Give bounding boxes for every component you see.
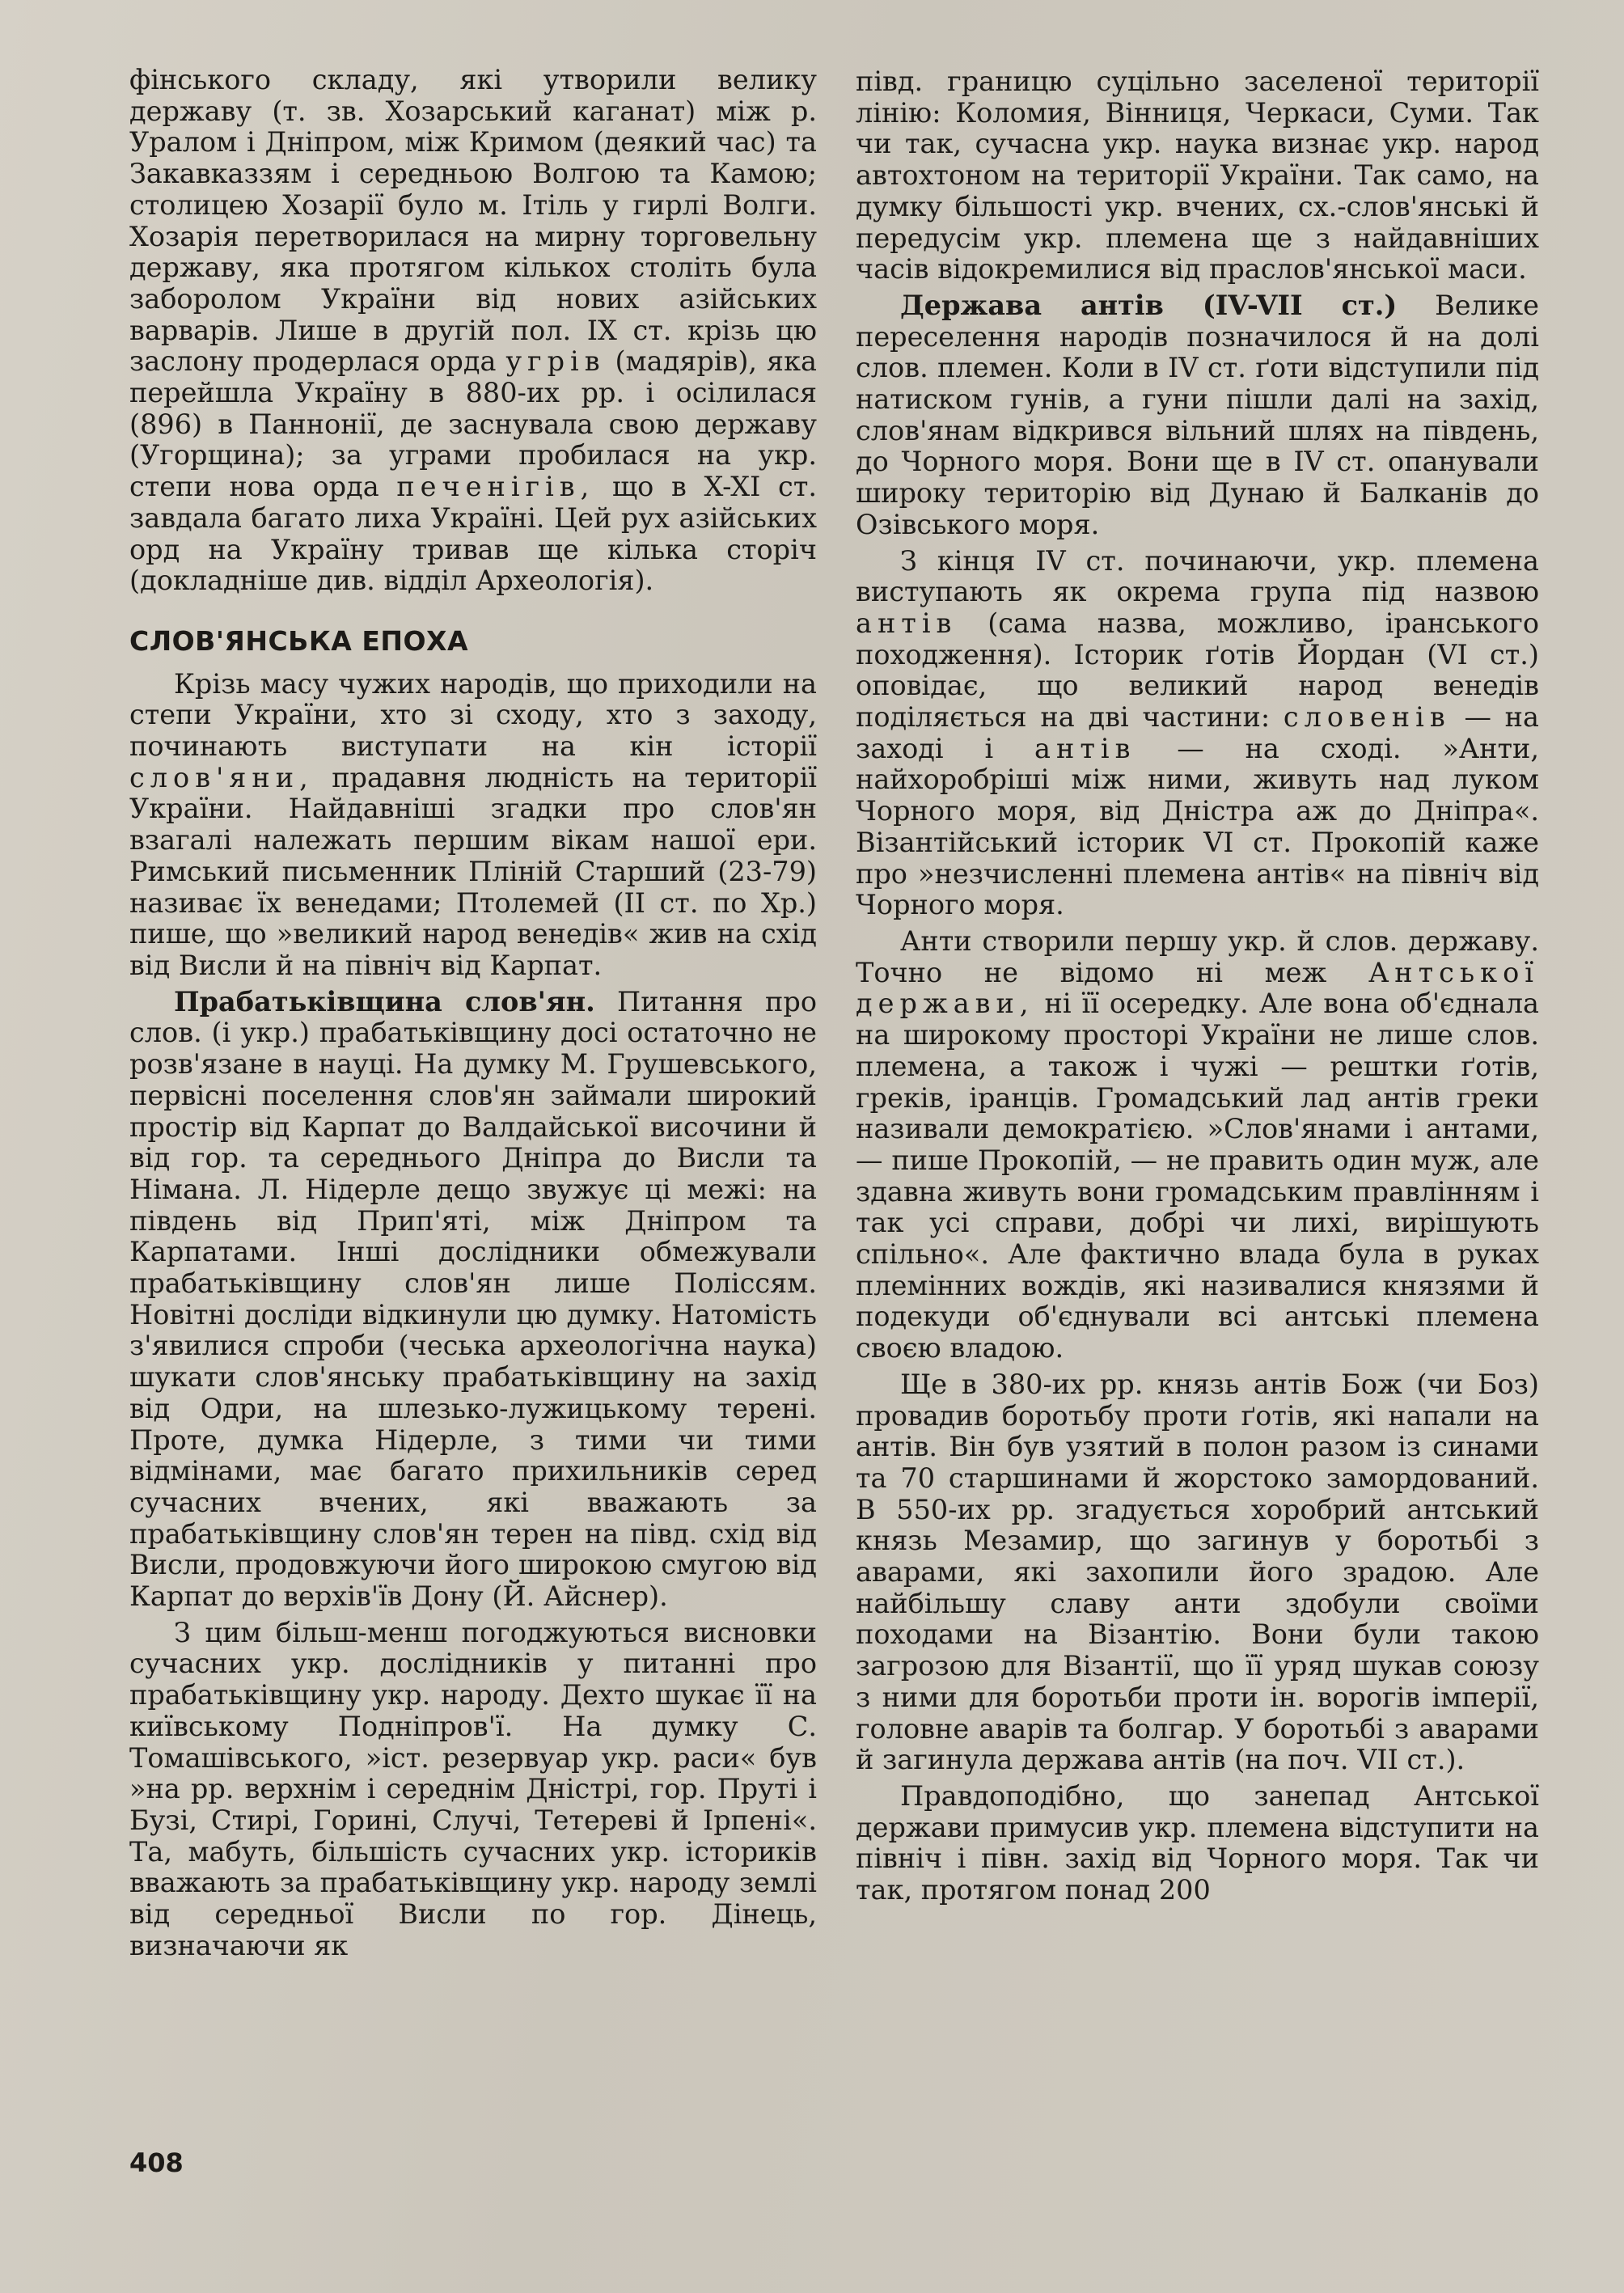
term-antiv: антів <box>856 607 958 639</box>
paragraph-border-line: півд. границю суцільно заселеної території лінію: Коломия, Вінниця, Черкаси, Суми. Так чи так, сучасна укр. наука визнає укр. народ автохтоном на території України. Так само, на думку більшості укр. вчених, сх.-слов'янські й передусім укр. племена ще з найдавніших часів відокремилися від праслов'янської маси. <box>856 66 1539 286</box>
paragraph-antes-name: З кінця IV ст. починаючи, укр. племена виступають як окрема група під назвою антів (сама назва, можливо, іранського походження). Історик ґотів Йордан (VI ст.) оповідає, що великий народ венедів поділяється на дві частини: словенів — на заході і антів — на сході. »Анти, найхоробріші між ними, живуть над луком Чорного моря, від Дністра аж до Дніпра«. Візантійський історик VI ст. Прокопій каже про »незчисленні племена антів« на північ від Чорного моря. <box>856 544 1540 921</box>
term-antiv-2: антів <box>1034 732 1136 764</box>
paragraph-antes-state: Держава антів (IV-VII ст.) Велике переселення народів позначилося й на долі слов. племен. Коли в IV ст. ґоти відступили під натиском гунів, а гуни пішли далі на захід, слов'янам відкрився вільний шлях на південь, до Чорного моря. Вони ще в IV ст. опанували широку територію від Дунаю й Балканів до Озівського моря. <box>856 289 1539 540</box>
paragraph-slavs-intro: Крізь масу чужих народів, що приходили на степи України, хто зі сходу, хто з заходу, починають виступати на кін історії слов'яни, прадавня людність на території України. Найдавніші згадки про слов'ян взагалі належать першим вікам нашої ери. Римський письменник Пліній Старший (23-79) називає їх венедами; Птолемей (II ст. по Хр.) пише, що »великий народ венедів« жив на схід від Висли й на північ від Карпат. <box>129 667 818 981</box>
section-title: СЛОВ'ЯНСЬКА ЕПОХА <box>129 624 469 657</box>
run-in-heading-antes: Держава антів (IV-VII ст.) <box>900 289 1398 321</box>
run-in-heading-homeland: Прабатьківщина слов'ян. <box>174 985 595 1017</box>
paragraph-decline: Правдоподібно, що занепад Антської держави примусив укр. племена відступити на північ і півн. захід від Чорного моря. Так чи так, протягом понад 200 <box>856 1779 1539 1906</box>
term-pechenigiv: печенігів, <box>396 471 595 503</box>
paragraph-ukr-researchers: З цим більш-менш погоджуються висновки сучасних укр. дослідників у питанні про прабатьківщину укр. народу. Дехто шукає її на київському Подніпров'ї. На думку С. Томашівського, »іст. резервуар укр. раси« був »на рр. верхнім і середнім Дністрі, гор. Пруті і Бузі, Стирі, Горині, Случі, Тетереві й Ірпені«. Та, мабуть, більшість сучасних укр. істориків вважають за прабатьківщину укр. народу землі від середньої Висли по гор. Дінець, визначаючи як <box>129 1616 817 1961</box>
paragraph-homeland: Прабатьківщина слов'ян. Питання про слов. (і укр.) прабатьківщину досі остаточно не розв'язане в науці. На думку М. Грушевського, первісні поселення слов'ян займали широкий простір від Карпат до Валдайської височини й від гор. та середнього Дніпра до Висли та Німана. Л. Нідерле дещо звужує ці межі: на південь від Прип'яті, між Дніпром та Карпатами. Інші дослідники обмежували прабатьківщину слов'ян лише Поліссям. Новітні досліди відкинули цю думку. Натомість з'явилися спроби (чеська археологічна наука) шукати слов'янську прабатьківщину на захід від Одри, на шлезько-лужицькому терені. Проте, думка Нідерле, з тими чи тими відмінами, має багато прихильників серед сучасних вчених, які вважають за прабатьківщину слов'ян терен на півд. схід від Висли, продовжуючи його широкою смугою від Карпат до верхів'їв Дону (Й. Айснер). <box>129 985 817 1613</box>
term-ugriv: угрів <box>505 345 606 378</box>
term-slovyany: слов'яни, <box>129 761 314 793</box>
paragraph-prince-bozh: Ще в 380-их рр. князь антів Бож (чи Боз) провадив боротьбу проти ґотів, які напали на антів. Він був узятий в полон разом із синами та 70 старшинами й жорстоко замордований. В 550-их рр. згадується хоробрий антський князь Мезамир, що загинув у боротьбі з аварами, які захопили його зрадою. Але найбільшу славу анти здобули своїми походами на Візантію. Вони були такою загрозою для Візантії, що її уряд шукав союзу з ними для боротьби проти ін. ворогів імперії, головне аварів та болгар. У боротьбі з аварами й загинула держава антів (на поч. VII ст.). <box>856 1368 1539 1776</box>
paragraph-antes-democracy: Анти створили першу укр. й слов. державу. Точно не відомо ні меж Антської держави, ні її осередку. Але вона об'єднала на широкому просторі України не лише слов. племена, а також і чужі — рештки ґотів, греків, іранців. Громадський лад антів греки називали демократією. »Слов'янами і антами, — пише Прокопій, — не править один муж, але здавна живуть вони громадським правлінням і так усі справи, добрі чи лихі, вирішують спільно«. Але фактично влада була в руках племінних вождів, які називалися князями й подекуди об'єднували всі антські племена своєю владою. <box>856 924 1539 1364</box>
term-sloveniv: словенів <box>1283 701 1451 734</box>
left-column <box>129 65 817 1961</box>
term-antes-state: Антської держави, <box>856 956 1539 1020</box>
page-number: 408 <box>129 2147 184 2178</box>
right-column <box>856 66 1539 1906</box>
paragraph-khazaria: фінського складу, які утворили велику державу (т. зв. Хозарський каганат) між р. Уралом і Дніпром, між Кримом (деякий час) та Закавказзям і середньою Волгою та Камою; столицею Хозарії було м. Ітіль у гирлі Волги. Хозарія перетворилася на мирну торговельну державу, яка протягом кількох століть була заборолом України від нових азійських варварів. Лише в другій пол. IX ст. крізь цю заслону продерлася орда угрів (мадярів), яка перейшла Україну в 880-их рр. і осілилася (896) в Паннонії, де заснувала свою державу (Угорщина); за уграми пробилася на укр. степи нова орда печенігів, що в X-XI ст. завдала багато лиха Україні. Цей рух азійських орд на Україну тривав ще кілька сторіч (докладніше див. відділ Археологія). <box>129 64 817 597</box>
